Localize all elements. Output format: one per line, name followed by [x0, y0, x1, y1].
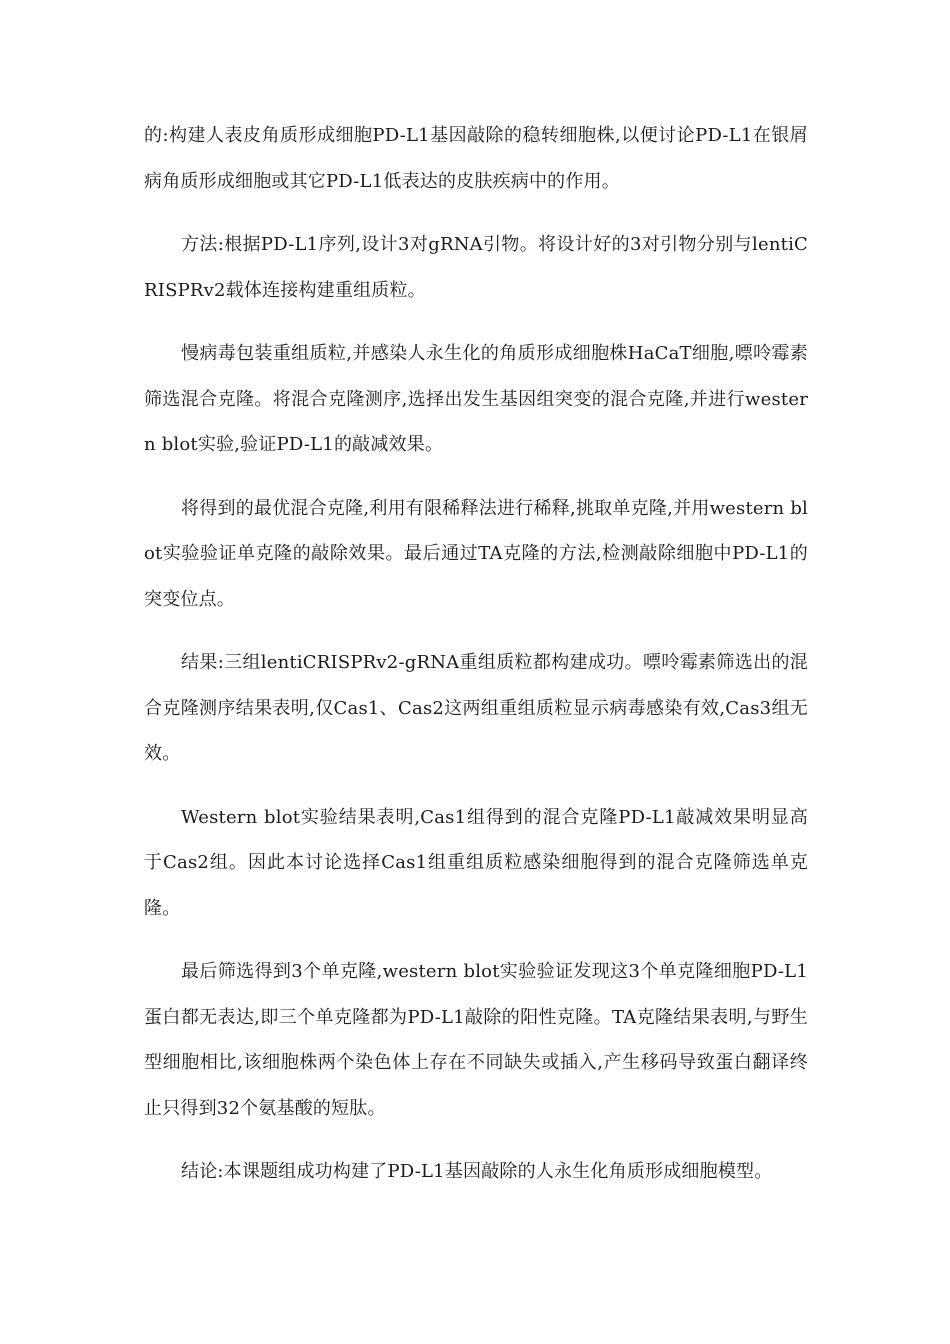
paragraph-dilution: 将得到的最优混合克隆,利用有限稀释法进行稀释,挑取单克隆,并用western blot实验验证单克隆的敲除效果。最后通过TA克隆的方法,检测敲除细胞中PD-L1的突变位点。 [144, 497, 808, 610]
paragraph-results: 结果:三组lentiCRISPRv2-gRNA重组质粒都构建成功。嘌呤霉素筛选出的混合克隆测序结果表明,仅Cas1、Cas2这两组重组质粒显示病毒感染有效,Cas3组无效。 [144, 652, 808, 764]
paragraph-lentivirus: 慢病毒包装重组质粒,并感染人永生化的角质形成细胞株HaCaT细胞,嘌呤霉素筛选混合克隆。将混合克隆测序,选择出发生基因组突变的混合克隆,并进行western blot实验,验证PD-L1的敲减效果。 [144, 343, 808, 455]
paragraph-methods: 方法:根据PD-L1序列,设计3对gRNA引物。将设计好的3对引物分别与lentiCRISPRv2载体连接构建重组质粒。 [144, 234, 808, 301]
paragraph-objective: 的:构建人表皮角质形成细胞PD-L1基因敲除的稳转细胞株,以便讨论PD-L1在银屑病角质形成细胞或其它PD-L1低表达的皮肤疾病中的作用。 [144, 125, 808, 192]
paragraph-conclusion: 结论:本课题组成功构建了PD-L1基因敲除的人永生化角质形成细胞模型。 [181, 1161, 773, 1182]
paragraph-western-blot: Western blot实验结果表明,Cas1组得到的混合克隆PD-L1敲减效果明显高于Cas2组。因此本讨论选择Cas1组重组质粒感染细胞得到的混合克隆筛选单克隆。 [144, 806, 808, 919]
document-body [144, 113, 808, 1213]
paragraph-single-clones: 最后筛选得到3个单克隆,western blot实验验证发现这3个单克隆细胞PD-L1蛋白都无表达,即三个单克隆都为PD-L1敲除的阳性克隆。TA克隆结果表明,与野生型细胞相比,该细胞株两个染色体上存在不同缺失或插入,产生移码导致蛋白翻译终止只得到32个氨基酸的短肽。 [144, 961, 808, 1119]
